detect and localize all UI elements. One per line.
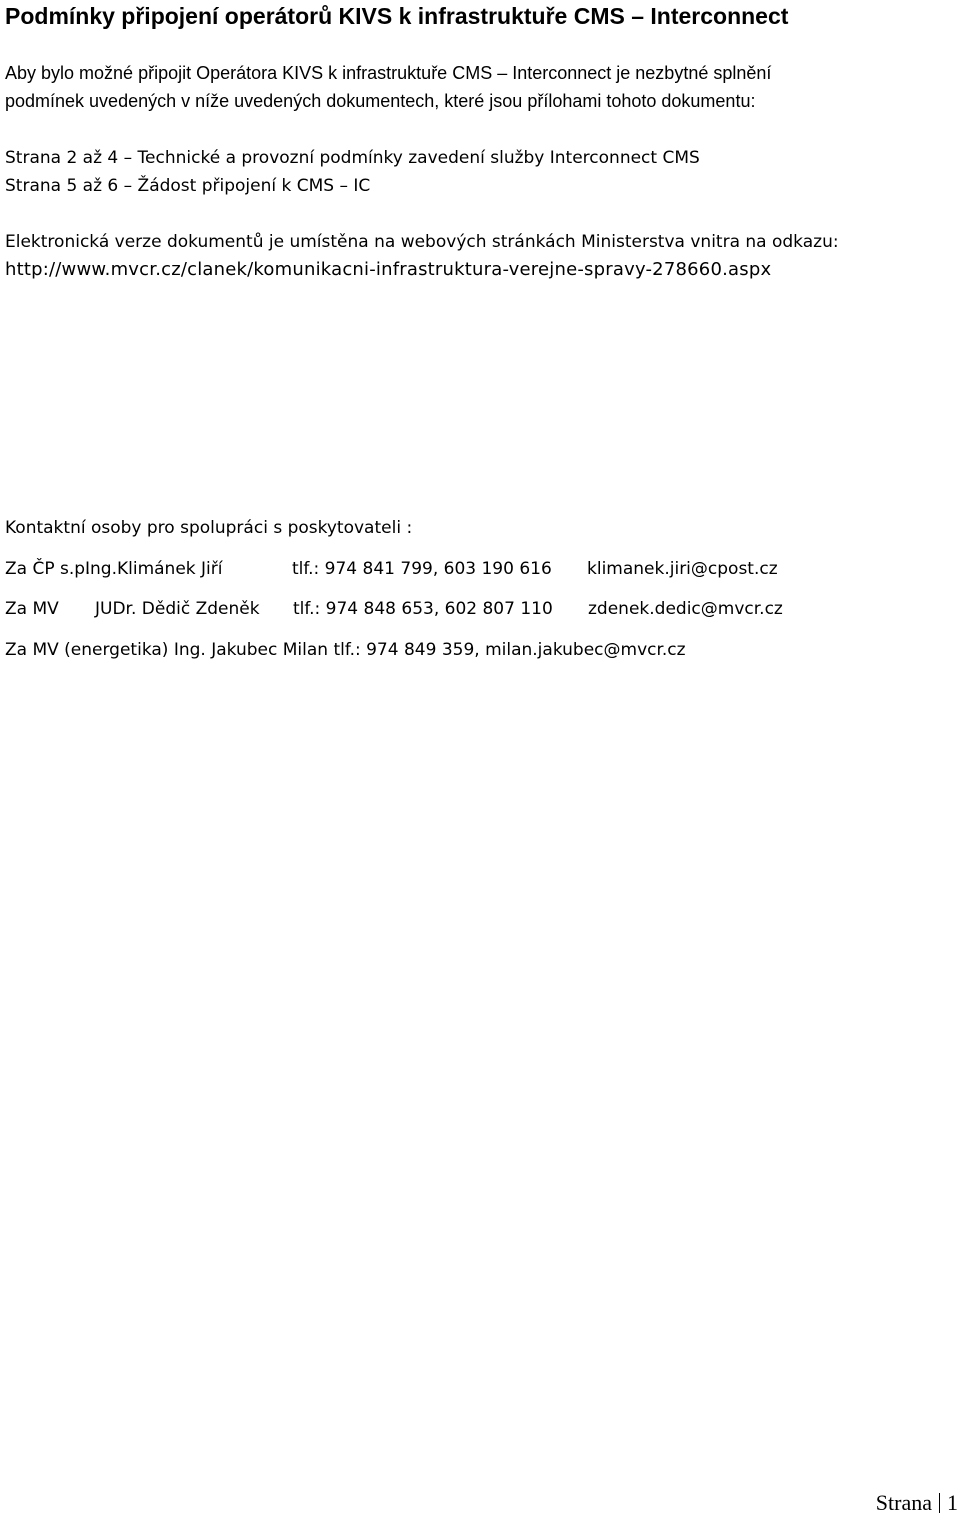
contact-row-mv (5, 598, 783, 620)
intro-line-2: podmínek uvedených v níže uvedených dokumentech, které jsou přílohami tohoto dokumentu: (5, 91, 756, 111)
contact-row-mv-energy: Za MV (energetika) Ing. Jakubec Milan tlf.: 974 849 359, milan.jakubec@mvcr.cz (5, 640, 686, 660)
electronic-version-text: Elektronická verze dokumentů je umístěna na webových stránkách Ministerstva vnitra na odkazu: (5, 232, 839, 252)
attachment-item-1: Strana 2 až 4 – Technické a provozní podmínky zavedení služby Interconnect CMS (5, 148, 700, 168)
attachment-item-2: Strana 5 až 6 – Žádost připojení k CMS – IC (5, 176, 371, 196)
contact-email[interactable]: klimanek.jiri@cpost.cz (587, 559, 778, 579)
contact-row-cp (5, 558, 778, 580)
contacts-heading: Kontaktní osoby pro spolupráci s poskytovateli : (5, 518, 413, 538)
contact-org: Za ČP s.p. (5, 559, 91, 579)
footer-page-number: 1 (947, 1490, 958, 1515)
footer-label: Strana (875, 1490, 932, 1515)
contact-phone: tlf.: 974 848 653, 602 807 110 (293, 599, 553, 619)
contact-org: Za MV (5, 599, 59, 619)
intro-line-1: Aby bylo možné připojit Operátora KIVS k infrastruktuře CMS – Interconnect je nezbytné splnění (5, 63, 772, 83)
contact-name: JUDr. Dědič Zdeněk (95, 599, 260, 619)
contact-email[interactable]: zdenek.dedic@mvcr.cz (588, 599, 783, 619)
document-url-link[interactable]: http://www.mvcr.cz/clanek/komunikacni-infrastruktura-verejne-spravy-278660.aspx (5, 259, 772, 280)
page-footer (876, 1490, 958, 1516)
document-title: Podmínky připojení operátorů KIVS k infrastruktuře CMS – Interconnect (5, 3, 789, 29)
contact-name: Ing.Klimánek Jiří (85, 559, 223, 579)
contact-phone: tlf.: 974 841 799, 603 190 616 (292, 559, 552, 579)
footer-separator (939, 1493, 940, 1513)
